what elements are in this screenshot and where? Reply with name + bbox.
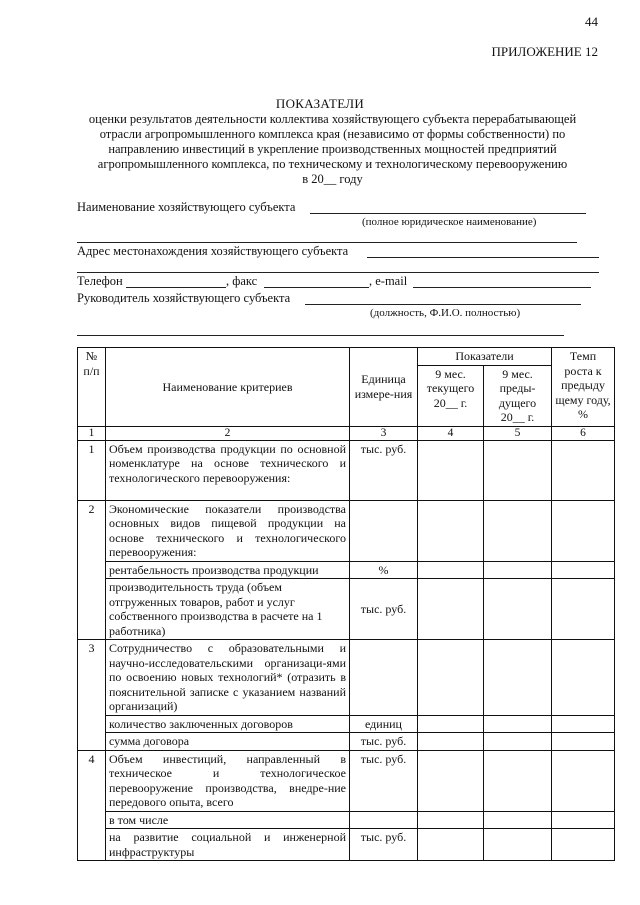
row-unit: тыс. руб. [350,579,418,640]
row-unit [350,500,418,561]
row-unit: тыс. руб. [350,733,418,751]
row-value-growth[interactable] [552,640,615,716]
table-row [78,811,615,829]
col-number: 4 [418,426,484,440]
row-unit [350,811,418,829]
page-number: 44 [585,14,598,29]
row-criterion: количество заключенных договоров [106,715,350,733]
row-unit [350,640,418,716]
col-number: 3 [350,426,418,440]
head-field-continued[interactable] [77,335,564,336]
row-criterion: на развитие социальной и инженерной инфраструктуры [106,829,350,861]
subtitle-line: направлению инвестиций в укрепление производственных мощностей предприятий [108,142,557,156]
row-criterion: Сотрудничество с образовательными и научно-исследовательскими организаци-ями по освоению новых технологий* (отразить в пояснительной записке с указанием названий организаций) [106,640,350,716]
address-label: Адрес местонахождения хозяйствующего субъекта [77,244,349,258]
phone-field[interactable] [126,287,226,288]
row-unit: % [350,561,418,579]
entity-name-label: Наименование хозяйствующего субъекта [77,200,296,214]
row-value-previous[interactable] [484,829,552,861]
table-row [78,579,615,640]
row-value-growth[interactable] [552,579,615,640]
row-num [78,561,106,579]
row-value-previous[interactable] [484,811,552,829]
fax-field[interactable] [264,287,369,288]
email-label: , e-mail [369,274,408,288]
col-number: 6 [552,426,615,440]
subtitle-line: отрасли агропромышленного комплекса края (независимо от формы собственности) по [99,127,566,141]
subtitle-line: агропромышленного комплекса, по техническому и технологическому перевооружению [97,157,568,171]
head-hint: (должность, Ф.И.О. полностью) [370,307,521,319]
row-num [78,579,106,640]
row-value-previous[interactable] [484,561,552,579]
phone-label: Телефон [77,274,123,288]
header-current-period: 9 мес. текущего 20__ г. [418,365,484,426]
row-num [78,829,106,861]
entity-name-field-continued[interactable] [77,242,577,243]
row-criterion: Объем производства продукции по основной номенклатуре на основе технического и технологического перевооружения: [106,440,350,500]
row-value-growth[interactable] [552,733,615,751]
subtitle-line: в 20__ году [302,172,363,186]
row-value-growth[interactable] [552,500,615,561]
row-value-current[interactable] [418,829,484,861]
row-value-previous[interactable] [484,733,552,751]
row-value-growth[interactable] [552,829,615,861]
row-value-current[interactable] [418,733,484,751]
entity-name-field[interactable] [310,213,586,214]
table-row [78,440,615,500]
header-unit: Единица измере-ния [350,348,418,427]
row-value-current[interactable] [418,750,484,811]
row-num: 3 [78,640,106,716]
row-value-growth[interactable] [552,715,615,733]
row-unit: единиц [350,715,418,733]
table-row [78,750,615,811]
address-field[interactable] [367,257,599,258]
row-value-previous[interactable] [484,440,552,500]
row-num: 4 [78,750,106,811]
col-number: 2 [106,426,350,440]
row-criterion: Экономические показатели производства основных видов пищевой продукции на основе технического и технологического перевооружения: [106,500,350,561]
table-row [78,561,615,579]
head-field[interactable] [305,304,581,305]
head-label: Руководитель хозяйствующего субъекта [77,291,291,305]
row-value-current[interactable] [418,500,484,561]
row-criterion: сумма договора [106,733,350,751]
row-criterion: в том числе [106,811,350,829]
table-row [78,640,615,716]
row-value-growth[interactable] [552,811,615,829]
header-criteria: Наименование критериев [106,348,350,427]
table-row [78,500,615,561]
fax-label: , факс [226,274,258,288]
row-num [78,715,106,733]
row-value-current[interactable] [418,715,484,733]
table-row [78,733,615,751]
header-indicators: Показатели [418,348,552,366]
appendix-label: ПРИЛОЖЕНИЕ 12 [491,44,598,59]
row-value-current[interactable] [418,579,484,640]
address-field-continued[interactable] [77,272,599,273]
row-unit: тыс. руб. [350,750,418,811]
row-value-growth[interactable] [552,440,615,500]
row-unit: тыс. руб. [350,440,418,500]
row-value-previous[interactable] [484,579,552,640]
row-value-previous[interactable] [484,500,552,561]
email-field[interactable] [413,287,591,288]
header-num: № п/п [78,348,106,427]
row-num: 2 [78,500,106,561]
row-value-current[interactable] [418,640,484,716]
row-value-previous[interactable] [484,640,552,716]
col-number: 5 [484,426,552,440]
row-value-previous[interactable] [484,715,552,733]
row-value-current[interactable] [418,561,484,579]
row-criterion: производительность труда (объем отгруженных товаров, работ и услуг собственного производства в расчете на 1 работника) [106,579,350,640]
row-num [78,733,106,751]
row-value-growth[interactable] [552,561,615,579]
subtitle-line: оценки результатов деятельности коллектива хозяйствующего субъекта перерабатывающей [88,112,577,126]
col-number: 1 [78,426,106,440]
row-criterion: Объем инвестиций, направленный в техническое и технологическое перевооружение производства, внедре-ние передового опыта, всего [106,750,350,811]
row-num: 1 [78,440,106,500]
table-row [78,829,615,861]
row-criterion: рентабельность производства продукции [106,561,350,579]
row-value-current[interactable] [418,811,484,829]
table-row [78,715,615,733]
row-value-growth[interactable] [552,750,615,811]
row-num [78,811,106,829]
row-unit: тыс. руб. [350,829,418,861]
row-value-current[interactable] [418,440,484,500]
header-growth: Темп роста к предыду щему году, % [552,348,615,427]
header-previous-period: 9 мес. преды-дущего 20__ г. [484,365,552,426]
entity-name-hint: (полное юридическое наименование) [362,216,537,228]
row-value-previous[interactable] [484,750,552,811]
criteria-table [77,347,615,861]
document-title: ПОКАЗАТЕЛИ [275,96,365,111]
document-subtitle [80,112,585,187]
